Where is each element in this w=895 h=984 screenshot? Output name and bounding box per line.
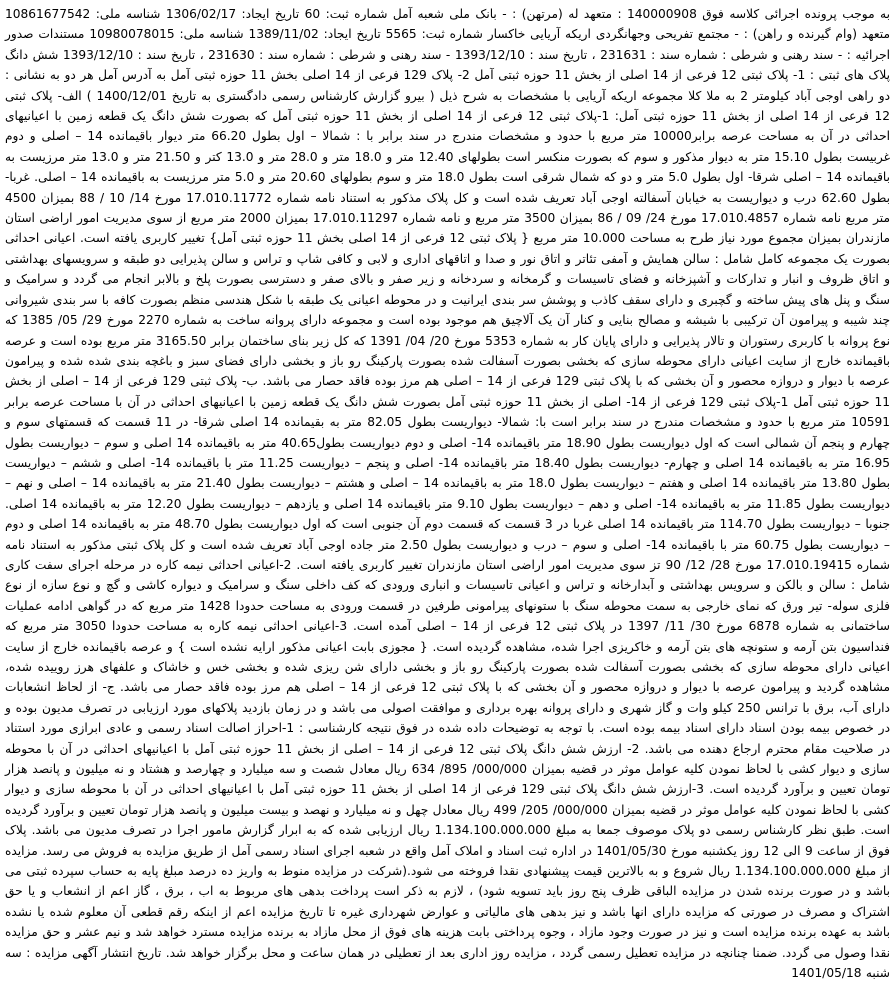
auction-notice-text: به موجب پرونده اجرائی کلاسه فوق 140000908 : متعهد له (مرتهن) : - بانک ملی شعبه آمل شماره ثبت: 60 تاریخ ایجاد: 1306/02/17 شناسه ملی: 10861677542 متعهد (وام گیرنده و راهن) : - مجتمع تفریحی وجهانگردی اریکه آریایی خاکسار شماره ثبت: 5565 تاریخ ایجاد: 1389/11/02 شناسه ملی: 10980078015 مستندات صدور اجرائیه : - سند رهنی و شرطی : شماره سند : 231631 ، تاریخ سند : 1393/12/10 - سند رهنی و شرطی : شماره سند : 231630 ، تاریخ سند : 1393/12/10 شش دانگ پلاک های ثبتی : 1- پلاک ثبتی 12 فرعی از 14 اصلی از بخش 11 حوزه ثبتی آمل 2- پلاک 129 فرعی از 14 اصلی بخش 11 حوزه ثبتی آمل به آدرس آمل هر دو به نشانی : دو راهی اوجی آباد کیلومتر 2 به ملا کلا مجموعه اریکه آریایی با مشخصات به شرح ذیل ( بیرو گزارش کارشناس رسمی دادگستری به تاریخ 1400/12/01 ) الف- پلاک ثبتی 12 فرعی از 14 اصلی از بخش 11 حوزه ثبتی آمل: 1-پلاک ثبتی 12 فرعی از 14 اصلی از بخش 11 حوزه ثبتی آمل که بصورت شش دانگ یک قطعه زمین با اعیانیهای احداثی در آن به مساحت عرصه برابر10000 متر مربع با حدود و مشخصات مندرج در سند برابر با : شمالا – اول بطول 66.20 متر دیوار باقیمانده 14 – اصلی و دوم غربیست بطول 15.10 متر به دیوار مذکور و سوم که بصورت منکسر است بطولهای 12.40 متر و 18.0 متر و 28.0 متر و 13.0 کتر و 21.50 متر و 13.0 متر مرزیست به باقیمانده 14 – اصلی شرقا- اول بطول 5.0 متر و دو که شمال شرقی است بطول 18.0 متر و سوم بطولهای 20.60 متر و 5.0 متر مرزیست به باقیمانده 14 – اصلی. غربا- بطول 62.60 درب و دیواریست به خیابان آسفالته اوجی آباد تعریف شده است و کل پلاک مذکور به استناد نامه شماره 17.010.11772 مورخ 14/ 10 / 88 بمیزان 4500 متر مربع نامه شماره 17.010.4857 مورخ 24/ 09 / 86 بمیزان 3500 متر مربع و نامه شماره 17.010.11297 بمیزان 2000 متر مربع از سوی مدیریت امور اراضی استان مازندران بمیزان مجموع مورد نیاز طرح به مساحت 10.000 متر مربع { پلاک ثبتی 12 فرعی از 14 اصلی بخش 11 حوزه ثبتی آمل} تغییر کاربری یافته است. اعیانی احداثی بصورت یک مجموعه کامل شامل : سالن همایش و آمفی تئاتر و اتاق نور و صدا و اتاقهای اداری و لابی و کافی شاپ و تراس و سالن پذیرایی دو طبقه و سرویسهای بهداشتی و اتاق ظروف و انبار و تدارکات و آشپزخانه و فضای تاسیسات و گرمخانه و سردخانه و زیر صفر و بالای صفر و دسترسی بصورت پلخ و بالابر انجام می گردد و سرامیک و سنگ و پنل های پیش ساخته و گچبری و دارای سقف کاذب و پوشش سر بندی ایرانیت و در محوطه اعیانی یک طبقه با شکل هندسی منظم بصورت کافه با سر بندی شیروانی چند شیبه و پیرامون آن ترکیبی با شیشه و مصالح بنایی و کنار آن یک آلاچیق هم موجود بوده است و مجموعه دارای پروانه ساخت به شماره 2270 مورخ 29/ 05/ 1385 که نوع پروانه با کاربری رستوران و تالار پذیرایی و دارای پایان کار به شماره 5353 مورخ 20/ 04/ 1391 که کل زیر بنای ساختمان برابر 3165.50 متر مربع بوده است و عرصه باقیمانده خارج از سایت اعیانی دارای محوطه سازی که بخشی بصورت آسفالت شده بصورت پارکینگ رو باز و بخشی دارای فضای سبز و باغچه بندی شده شده و پیرامون عرصه با دیوار و دروازه محصور و آن بخشی که با پلاک ثبتی 129 فرعی از 14 – اصلی هم مرز بوده فاقد حصار می باشد. ب- پلاک ثبتی 129 فرعی از 14 – اصلی از بخش 11 حوزه ثبتی آمل 1-پلاک ثبتی 129 فرعی از 14- اصلی از بخش 11 حوزه ثبتی آمل بصورت شش دانگ یک قطعه زمین با اعیانیهای احداثی در آن با مساحت عرصه برابر 10591 متر مربع با حدود و مشخصات مندرج در سند برابر است با: شمالا- دیواریست بطول 82.05 متر به بقیمانده 14 اصلی شرقا- در 11 قسمت که قسمتهای سوم و چهارم و پنجم آن شمالی است که اول دیواریست بطول 18.90 متر باقیمانده 14- اصلی و دوم دیواریست بطول40.65 متر به باقیمانده 14 اصلی و سوم – دیواریست بطول 16.95 متر به باقیمانده 14 اصلی و چهارم- دیواریست بطول 18.40 متر باقیمانده 14- اصلی و پنجم – دیواریست 11.25 متر با باقیمانده 14- اصلی و ششم – دیواریست بطول 13.80 متر باقیمانده 14 اصلی و هفتم – دیواریست بطول 18.0 متر به باقیمانده 14 – اصلی و هشتم – دیواریست بطول 21.40 متر به باقیمانده 14 – اصلی و نهم – دیواریست بطول 11.85 متر به باقیمانده 14- اصلی و دهم – دیواریست بطول 9.10 متر باقیمانده 14 اصلی و یازدهم – دیواریست بطول 12.20 متر به باقیمانده 14 اصلی. جنوبا – دیواریست بطول 114.70 متر باقیمانده 14 اصلی غربا در 3 قسمت که قسمت دوم آن جنوبی است که اول دیواریست بطول 48.70 متر به باقیمانده 14 اصلی و دوم – دیواریست بطول 60.75 متر با باقیمانده 14- اصلی و سوم – درب و دیواریست بطول 2.50 متر جاده اوجی آباد تعریف شده است و کل پلاک ثبتی مذکور به استناد نامه شماره 17.010.19415 مورخ 28/ 12/ 90 تز سوی مدیریت امور اراضی استان مازندران تغییر کاربری یافته است. 2-اعیانی احداثی نیمه کاره در مرحله اجرای سفت کاری شامل : سالن و بالکن و سرویس بهداشتی و آبدارخانه و تراس و اعیانی تاسیسات و انباری ورودی که کف داخلی سنگ و سرامیک و دیواره کاشی و گچ و نوع سازه از نوع فلزی سوله- تیر ورق که نمای خارجی به سمت محوطه سنگ با ستونهای پیرامونی طرفین در قسمت ورودی به مساحت حدودا 1428 متر مربع که در گواهی ادامه عملیات ساختمانی به شماره 6878 مورخ 30/ 11/ 1397 در پلاک ثبتی 12 فرعی از 14 – اصلی آمده است. 3-اعیانی احداثی نیمه کاره به مساحت حدودا 3050 متر مربع که فنداسیون بتن آرمه و ستونچه های بتن آرمه و خاکریزی اجرا شده، مشاهده گردیده است. { مجوزی بابت اعیانی مذکور ارایه نشده است } و عرصه باقیمانده خارج از سایت اعیانی دارای محوطه سازی که بخشی بصورت آسفالت شده بصورت پارکینگ رو باز و بخشی دارای شن ریزی شده و بخشی خس و خاشاک و علفهای هرز روییده شده، مشاهده گردید و پیرامون عرصه با دیوار و دروازه محصور و آن بخشی که با پلاک ثبتی 12 فرعی از 14 – اصلی هم مرز بوده فاقد حصار می باشد. ج- از لحاظ انشعابات دارای آب، برق با ترانس 250 کیلو وات و گاز شهری و دارای پروانه بهره برداری و موافقت اصولی می باشد و در زمان بازدید پلاکهای مورد ارزیابی در تصرف مدیون بوده و در خصوص بیمه بودن اسناد دارای اسناد بیمه بوده است. با توجه به توضیحات داده شده در فوق نتیجه کارشناسی : 1-احراز اصالت اسناد رسمی و عادی ابرازی مورد استناد در صلاحیت مقام محترم ارجاع دهنده می باشد. 2- ارزش شش دانگ پلاک ثبتی 12 فرعی از 14 – اصلی از بخش 11 حوزه ثبتی آمل با اعیانیهای احداثی در آن با محوطه سازی و دیوار کشی با لحاظ نمودن کلیه عوامل موثر در قضیه بمیزان 000/000/ 895/ 634 ریال معادل شصت و سه میلیارد و چهارصد و هشتاد و نه میلیون و پانصد هزار تومان تعیین و برآورد گردیده است. 3-ارزش شش دانگ پلاک ثبتی 129 فرعی از 14 اصلی از بخش 11 حوزه ثبتی آمل با اعیانیهای احداثی در آن با محوطه سازی و دیوار کشی با لحاظ نمودن کلیه عوامل موثر در قضیه بمیزان 000/000/ 205/ 499 ریال معادل چهل و نه میلیارد و نهصد و بیست میلیون و پانصد هزار تومان تعیین و برآورد گردیده است. طبق نظر کارشناس رسمی دو پلاک موصوف جمعا به مبلغ 1.134.100.000.000 ریال ارزیابی شده که به ابرار گزارش مامور اجرا در تصرف مدیون می باشد. پلاک فوق از ساعت 9 الی 12 روز یکشنبه مورخ 1401/05/30 در اداره ثبت اسناد و املاک آمل واقع در شعبه اجرای اسناد رسمی آمل از طریق مزایده به فروش می رسد. مزایده از مبلغ 1.134.100.000.000 ریال شروع و به بالاترین قیمت پیشنهادی نقدا فروخته می شود.(شرکت در مزایده منوط به واریز ده درصد مبلغ پایه به حساب سپرده ثبتی می باشد و در صورت برنده شدن در مزایده الباقی ظرف پنج روز باید تسویه شود) ، لازم به ذکر است پرداخت بدهی های مربوط به اب ، برق ، گاز اعم از انشعاب و یا حق اشتراک و مصرف در صورتی که مزایده دارای انها باشد و نیز بدهی های مالیاتی و عوارض شهرداری غیره تا تاریخ مزایده اعم از اینکه رقم قطعی آن معلوم شده یا نشده باشد به عهده برنده مزایده است و نیز در صورت وجود مازاد ، وجوه پرداختی بابت هزینه های فوق از محل مازاد به برنده مزایده مسترد خواهد شد و نیم عشر و حق مزایده نقدا وصول می گردد. ضمنا چنانچه در مزایده تعطیل رسمی گردد ، مزایده روز اداری بعد از تعطیلی در همان ساعت و محل برگزار خواهد شد. تاریخ انتشار آگهی مزایده : سه شنبه 1401/05/18 bbox=[5, 7, 891, 981]
